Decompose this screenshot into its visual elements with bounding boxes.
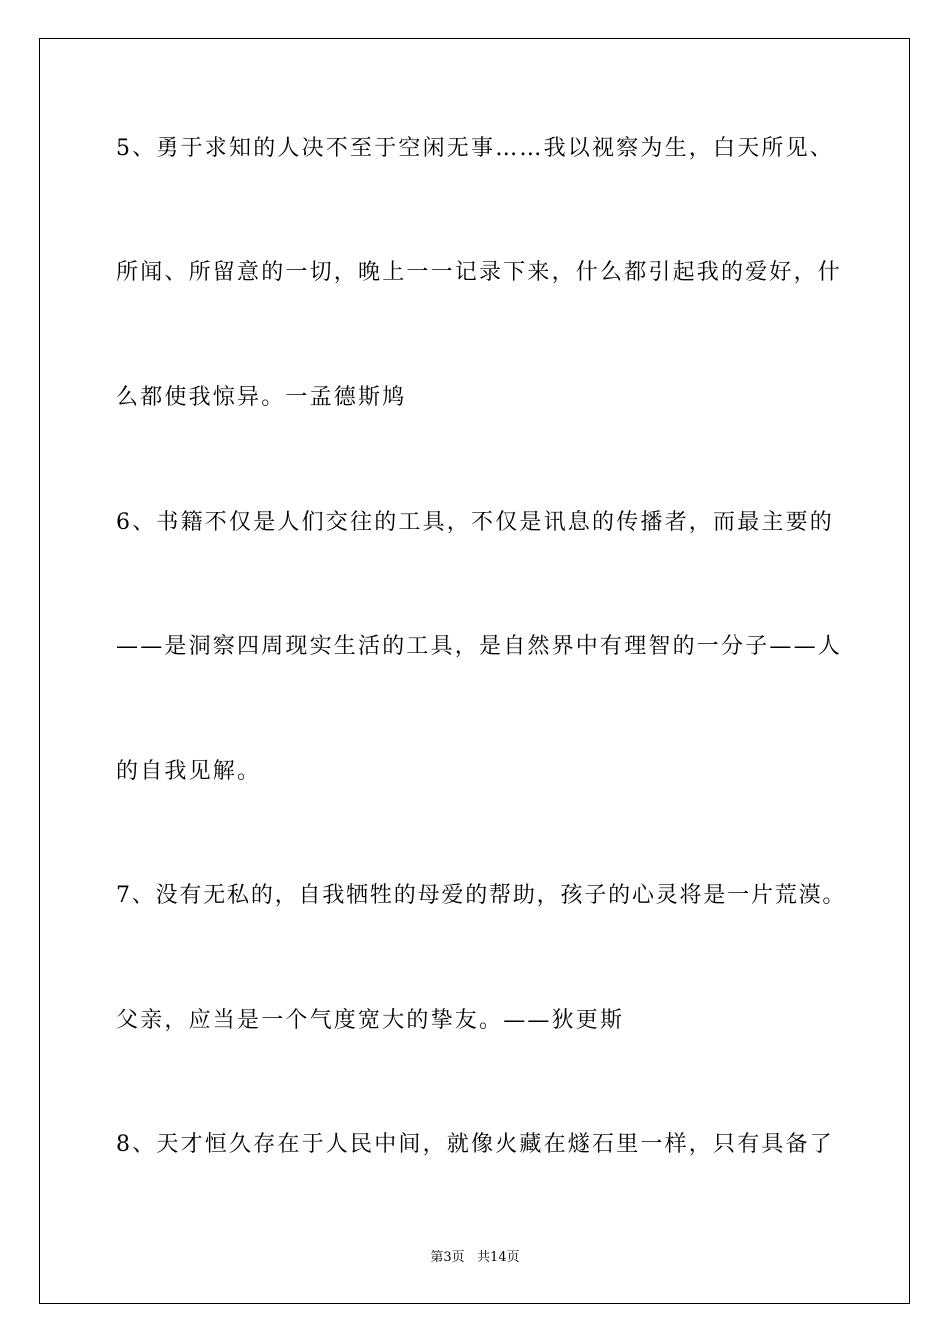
- text-line-9: 8、天才恒久存在于人民中间，就像火藏在燧石里一样，只有具备了: [116, 1132, 834, 1157]
- text-line-7: 7、没有无私的，自我牺牲的母爱的帮助，孩子的心灵将是一片荒漠。: [116, 883, 847, 908]
- text-line-4: 6、书籍不仅是人们交往的工具，不仅是讯息的传播者，而最主要的: [116, 510, 834, 535]
- text-line-6: 的自我见解。: [116, 759, 262, 784]
- text-line-5: ——是洞察四周现实生活的工具，是自然界中有理智的一分子——人: [116, 634, 843, 659]
- text-line-8: 父亲，应当是一个气度宽大的挚友。——狄更斯: [116, 1008, 625, 1033]
- page-border: [39, 38, 910, 1304]
- text-line-1: 5、勇于求知的人决不至于空闲无事……我以视察为生，白天所见、: [116, 136, 834, 161]
- text-line-2: 所闻、所留意的一切，晚上一一记录下来，什么都引起我的爱好，什: [116, 260, 843, 285]
- page-number-footer: 第3页 共14页: [430, 1250, 520, 1265]
- text-line-3: 么都使我惊异。一孟德斯鸠: [116, 385, 407, 410]
